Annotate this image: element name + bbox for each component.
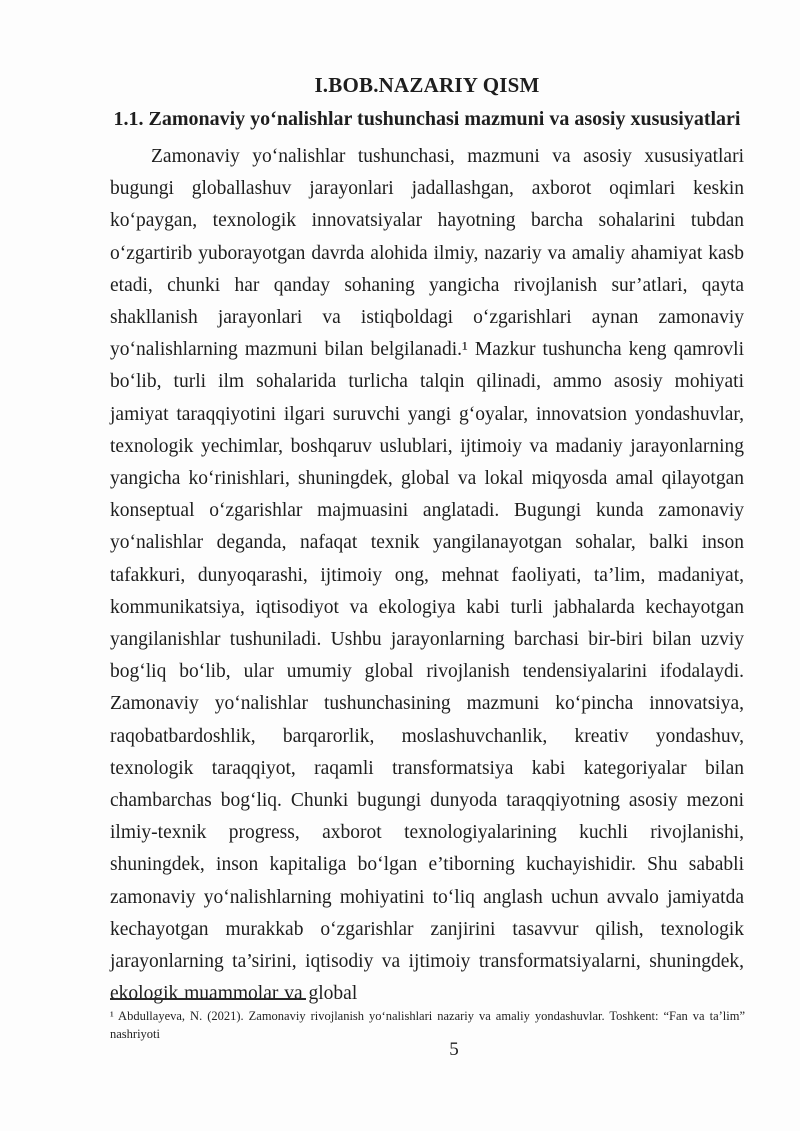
footnote-block bbox=[110, 998, 745, 1043]
footnote-text: ¹ Abdullayeva, N. (2021). Zamonaviy rivojlanish yo‘nalishlari nazariy va amaliy yondashuvlar. Toshkent: “Fan va ta’lim” nashriyoti bbox=[110, 1009, 745, 1041]
section-heading: 1.1. Zamonaviy yo‘nalishlar tushunchasi mazmuni va asosiy xususiyatlari bbox=[113, 108, 741, 130]
text-block bbox=[110, 68, 744, 1010]
body-paragraph: Zamonaviy yo‘nalishlar tushunchasi, mazmuni va asosiy xususiyatlari bugungi globallashuv jarayonlari jadallashgan, axborot oqimlari keskin ko‘paygan, texnologik innovatsiyalar hayotning barcha sohalarini tubdan o‘zgartirib yuborayotgan davrda alohida ilmiy, nazariy va amaliy ahamiyat kasb etadi, chunki har qanday sohaning yangicha rivojlanish sur’atlari, qayta shakllanish jarayonlari va istiqboldagi o‘zgarishlari aynan zamonaviy yo‘nalishlarning mazmuni bilan belgilanadi.¹ Mazkur tushuncha keng qamrovli bo‘lib, turli ilm sohalarida turlicha talqin qilinadi, ammo asosiy mohiyati jamiyat taraqqiyotini ilgari suruvchi yangi g‘oyalar, innovatsion yondashuvlar, texnologik yechimlar, boshqaruv uslublari, ijtimoiy va madaniy jarayonlarning yangicha ko‘rinishlari, shuningdek, global va lokal miqyosda amal qilayotgan konseptual o‘zgarishlar majmuasini anglatadi. Bugungi kunda zamonaviy yo‘nalishlar deganda, nafaqat texnik yangilanayotgan sohalar, balki inson tafakkuri, dunyoqarashi, ijtimoiy ong, mehnat faoliyati, ta’lim, madaniyat, kommunikatsiya, iqtisodiyot va ekologiya kabi turli jabhalarda kechayotgan yangilanishlar tushuniladi. Ushbu jarayonlarning barchasi bir-biri bilan uzviy bog‘liq bo‘lib, ular umumiy global rivojlanish tendensiyalarini ifodalaydi. Zamonaviy yo‘nalishlar tushunchasining mazmuni ko‘pincha innovatsiya, raqobatbardoshlik, barqarorlik, moslashuvchanlik, kreativ yondashuv, texnologik taraqqiyot, raqamli transformatsiya kabi kategoriyalar bilan chambarchas bog‘liq. Chunki bugungi dunyoda taraqqiyotning asosiy mezoni ilmiy-texnik progress, axborot texnologiyalarining kuchli rivojlanishi, shuningdek, inson kapitaliga bo‘lgan e’tiborning kuchayishidir. Shu sababli zamonaviy yo‘nalishlarning mohiyatini to‘liq anglash uchun avvalo jamiyatda kechayotgan murakkab o‘zgarishlar zanjirini tasavvur qilish, texnologik jarayonlarning ta’sirini, iqtisodiy va ijtimoiy transformatsiyalarni, shuningdek, ekologik muammolar va global bbox=[110, 146, 744, 1005]
page-number: 5 bbox=[449, 1039, 459, 1060]
chapter-title: I.BOB.NAZARIY QISM bbox=[314, 73, 540, 97]
footnote-separator bbox=[110, 998, 306, 1000]
